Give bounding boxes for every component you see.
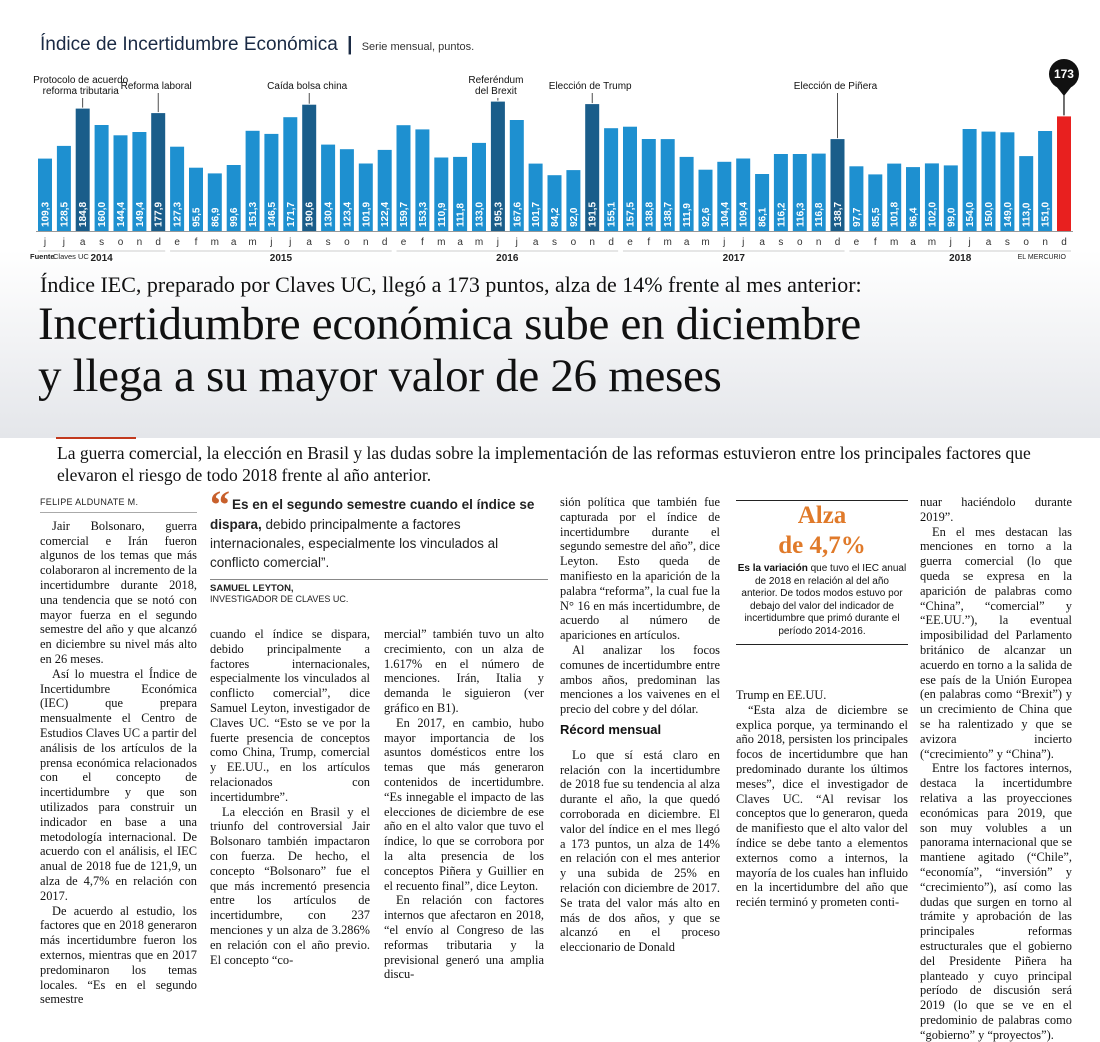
month-tick-label: n [815, 237, 822, 248]
headline-line-2: y llega a su mayor valor de 26 meses [38, 350, 722, 402]
month-tick-label: n [136, 237, 143, 248]
month-tick-label: s [99, 237, 105, 248]
month-tick-label: e [400, 237, 407, 248]
month-tick-label: d [1061, 237, 1067, 248]
month-tick-label: m [701, 237, 710, 248]
bar-value-label: 109,3 [40, 201, 52, 227]
year-label: 2017 [722, 253, 745, 264]
month-tick-label: d [155, 237, 161, 248]
bar-value-label: 138,8 [644, 201, 656, 227]
year-label: 2014 [90, 253, 113, 264]
bar-value-label: 101,9 [361, 201, 373, 227]
month-tick-label: m [210, 237, 219, 248]
month-tick-label: s [325, 237, 331, 248]
month-tick-label: a [306, 237, 312, 248]
column-6 [920, 495, 1072, 1042]
bar-value-label: 123,4 [342, 201, 354, 227]
annotation-label: Reforma laboral [120, 81, 192, 92]
bar-value-label: 101,7 [531, 201, 543, 227]
year-label: 2018 [949, 253, 972, 264]
bar-value-label: 101,8 [889, 201, 901, 227]
month-tick-label: m [663, 237, 672, 248]
paragraph: sión política que también fue capturada por el índice de incertidumbre durante el segundo semestre del año”, dice Leyton. Esto queda de manifiesto en la aparición de la palabra “reforma”, la cual fue la N° 16 en más incertidumbre, de acuerdo al número de apariciones en artículos. [560, 495, 720, 643]
month-tick-label: m [437, 237, 446, 248]
pull-quote-author-name: SAMUEL LEYTON, [210, 583, 294, 594]
bar-value-label: 157,5 [625, 201, 637, 227]
column-3 [384, 627, 544, 982]
bar-value-label: 149,0 [1002, 201, 1014, 227]
accent-rule [56, 437, 136, 439]
month-tick-label: j [496, 237, 500, 248]
month-tick-label: a [79, 237, 86, 248]
month-tick-label: n [1042, 237, 1048, 248]
bar-value-label: 144,4 [116, 201, 127, 227]
month-tick-label: d [834, 237, 841, 248]
month-tick-label: j [43, 237, 47, 248]
chart-subtitle: Serie mensual, puntos. [361, 41, 475, 53]
bar-value-label: 190,6 [304, 201, 316, 227]
bar-value-label: 92,6 [701, 207, 712, 227]
stat-box [736, 500, 908, 645]
paragraph: Así lo muestra el Índice de Incertidumbre Económica (IEC) que prepara mensualmente el Centro de Estudios Claves UC a partir del análisis de los artículos de la prensa económica relacionados con el concepto de incertidumbre y que son utilizados para construir un indicador en base a una metodología internacional. De acuerdo con el análisis, el IEC anual de 2018 fue de 121,9, un alza de 4,7% en relación con 2017. [40, 666, 197, 903]
bar-value-label: 116,3 [795, 202, 807, 227]
bar-value-label: 122,4 [380, 201, 392, 227]
month-tick-label: o [344, 237, 350, 248]
month-tick-label: s [552, 237, 557, 248]
month-tick-label: a [532, 237, 539, 248]
bar-value-label: 149,4 [134, 201, 146, 227]
month-tick-label: d [608, 237, 614, 248]
bar-value-label: 177,9 [153, 201, 165, 227]
month-tick-label: m [474, 237, 484, 248]
month-tick-label: j [723, 237, 726, 248]
bar-value-label: 109,4 [738, 201, 750, 227]
bar-value-label: 155,1 [606, 201, 618, 227]
annotation-label: del Brexit [475, 86, 517, 97]
stat-text-rest: que tuvo el IEC anual de 2018 en relación al del año anterior. De todos modos estuvo por debajo del valor del indicador de incertidumbre que primó durante el período 2014-2016. [741, 563, 907, 637]
bar-value-label: 86,9 [210, 207, 222, 227]
month-tick-label: e [174, 237, 180, 248]
bar-value-label: 95,5 [191, 207, 203, 227]
month-tick-label: a [683, 237, 690, 248]
bar-value-label: 151,3 [248, 201, 260, 227]
month-tick-label: f [194, 237, 198, 248]
month-tick-label: j [742, 237, 745, 248]
deck: La guerra comercial, la elección en Brasil y las dudas sobre la implementación de las reformas estuvieron entre los principales factores que elevaron el riesgo de todo 2018 frente al año anterior. [57, 443, 1031, 485]
bar-value-label: 86,1 [757, 207, 769, 227]
column-1 [40, 495, 197, 1007]
pull-quote-text: debido principalmente a factores internacionales, especialmente los vinculados al conflicto comercial”. [210, 517, 499, 570]
bar-value-label: 130,4 [323, 201, 335, 227]
pull-quote-bold: Es en el segundo semestre cuando el índice se dispara, [210, 497, 535, 532]
bar-value-label: 150,0 [984, 201, 995, 227]
bar-value-label: 96,4 [908, 207, 920, 227]
headline [38, 298, 861, 402]
pull-quote [210, 482, 548, 572]
bar-value-label: 167,6 [512, 201, 524, 227]
month-tick-label: j [270, 237, 273, 248]
bar-value-label: 133,0 [474, 201, 486, 227]
month-tick-label: j [515, 237, 518, 248]
annotation-label: Protocolo de acuerdo [33, 75, 129, 86]
bar-value-label: 113,0 [1021, 202, 1033, 227]
month-tick-label: o [570, 237, 577, 248]
pin-pointer [1056, 86, 1072, 96]
month-tick-label: j [968, 237, 971, 248]
bar-value-label: 99,6 [229, 207, 241, 227]
chart-title-separator: | [347, 34, 353, 55]
month-tick-label: a [910, 237, 916, 248]
byline: FELIPE ALDUNATE M. [40, 495, 197, 513]
chart-bar [1057, 116, 1071, 231]
paragraph: Jair Bolsonaro, guerra comercial e Irán fueron algunos de los temas que más colaboraron al incremento de la incertidumbre durante 2018, una tendencia que se notó con mayor fuerza en el segundo semestre del año y que alcanzó en diciembre su nivel más alto en 26 meses. [40, 518, 197, 666]
bar-value-label: 84,2 [550, 207, 561, 227]
month-tick-label: j [62, 237, 66, 248]
bar-value-label: 160,0 [97, 201, 109, 227]
bar-value-label: 153,3 [417, 201, 429, 227]
stat-text [736, 563, 908, 638]
bar-value-label: 97,7 [851, 207, 863, 227]
quote-mark-icon: “ [210, 482, 230, 527]
bar-value-label: 151,0 [1040, 201, 1052, 227]
month-tick-label: e [853, 237, 860, 248]
year-label: 2016 [496, 253, 519, 264]
column-5 [736, 688, 908, 910]
paragraph: En 2017, en cambio, hubo mayor importancia de los asuntos domésticos entre los temas que más generaron contenidos de incertidumbre. “Es innegable el impacto de las elecciones de diciembre de ese año en el alto valor que tuvo el índice, lo que se corrobora por la alta presencia de los conceptos Piñera y Guillier en el recuento final”, dice Leyton. [384, 715, 544, 893]
stat-line-2: de 4,7% [778, 532, 866, 559]
paragraph: “Esta alza de diciembre se explica porque, ya terminando el año 2018, persisten los principales focos de incertidumbre que han predominado durante los últimos meses”, dice el investigador de Claves UC. “Al revisar los conceptos que lo generaron, queda de manifiesto que el alto valor del índice se debe tanto a elementos externos como a internos, la mayoría de los cuales han influido en la incertidumbre del año que recién terminó y prometen conti- [736, 702, 908, 910]
month-tick-label: m [927, 237, 937, 248]
year-label: 2015 [269, 253, 293, 264]
stat-line-1: Alza [797, 502, 847, 529]
bar-value-label: 110,9 [436, 202, 448, 227]
chart-source: Claves UC [53, 252, 89, 261]
pull-quote-author-role: INVESTIGADOR DE CLAVES UC. [210, 594, 349, 604]
chart-title-text: Índice de Incertidumbre Económica [40, 34, 338, 55]
month-tick-label: e [627, 237, 633, 248]
annotation-label: Elección de Trump [548, 81, 632, 92]
paragraph: En relación con factores internos que afectaron en 2018, “el envío al Congreso de las reformas tributaria y la previsional generó una amplia discu- [384, 893, 544, 982]
month-tick-label: a [985, 237, 992, 248]
month-tick-label: o [797, 237, 803, 248]
month-tick-label: j [289, 237, 292, 248]
month-tick-label: s [778, 237, 784, 248]
bar-value-label: 138,7 [663, 201, 675, 227]
month-tick-label: f [421, 237, 424, 248]
iec-bar-chart [0, 56, 1100, 266]
month-tick-label: o [1023, 237, 1029, 248]
month-tick-label: f [647, 237, 651, 248]
bar-value-label: 146,5 [266, 201, 278, 227]
month-tick-label: a [759, 237, 765, 248]
bar-value-label: 191,5 [587, 201, 599, 227]
month-tick-label: o [117, 237, 124, 248]
annotation-label: reforma tributaria [42, 86, 119, 97]
month-tick-label: m [890, 237, 899, 248]
paragraph: mercial” también tuvo un alto crecimiento, con un alza de 1.617% en el número de menciones. Irán, Italia y demanda le siguieron (ver gráfico en B1). [384, 627, 544, 715]
month-tick-label: a [230, 237, 237, 248]
paragraph: Entre los factores internos, destaca la incertidumbre relativa a las proyecciones económicas para 2019, que son muy volubles a un panorama internacional que se mantiene agitado (“Chile”, “economía”, “inversión” y “crecimiento”), así como las dudas que surgen en torno al trámite y aprobación de las principales reformas estructurales que el gobierno del Presidente Piñera ha planteado y cuyo principal período de discusión será 2019 (lo que se ve en el predominio de palabras como “gobierno” y “proyectos”). [920, 761, 1072, 1042]
annotation-label: Referéndum [468, 75, 524, 86]
paragraph: Lo que sí está claro en relación con la incertidumbre de 2018 fue su tendencia al alza durante el año, la que quedó corroborada en diciembre. El valor del índice en el mes llegó a 173 puntos, un alza de 14% en relación con el mes anterior y una subida de 25% en relación con diciembre de 2017. Se trata del valor más alto en más de dos años, y que se alcanzó en el proceso eleccionario de Donald [560, 747, 720, 955]
month-tick-label: f [873, 237, 877, 248]
month-tick-label: j [949, 237, 952, 248]
chart-title [40, 34, 474, 56]
paragraph: De acuerdo al estudio, los factores que en 2018 generaron más incertidumbre fueron los externos, mientras que en 2017 predominaron los temas locales. “Es en el segundo semestre [40, 903, 197, 1007]
bar-value-label: 99,0 [946, 207, 958, 227]
month-tick-label: n [363, 237, 369, 248]
month-tick-label: n [589, 237, 595, 248]
month-tick-label: m [248, 237, 257, 248]
bar-value-label: 116,2 [776, 202, 788, 227]
stat-text-bold: Es la variación [737, 563, 808, 574]
paragraph: nuar haciéndolo durante 2019”. [920, 495, 1072, 524]
bar-value-label: 116,8 [814, 202, 826, 227]
paragraph: En el mes destacan las menciones en torno a la guerra comercial (lo que queda se expresa en la aparición de palabras como “China”, “comercial” y “EE.UU.”), la eventual imposibilidad del Parlamento británico de alcanzar un acuerdo en torno a la salida de ese país de la Unión Europea (en palabras como “Brexit”) y un crecimiento de China que se ha ralentizado y que se avizora incierto (“crecimiento” y “China”). [920, 524, 1072, 761]
annotation-label: Caída bolsa china [267, 81, 348, 92]
subhead: Récord mensual [560, 721, 662, 737]
headline-line-1: Incertidumbre económica sube en diciembre [38, 298, 861, 350]
bar-value-label: 171,7 [285, 201, 297, 227]
month-tick-label: d [381, 237, 388, 248]
bar-value-label: 184,8 [78, 201, 90, 227]
bar-value-label: 195,3 [493, 201, 505, 227]
bar-value-label: 111,8 [455, 203, 467, 227]
month-tick-label: s [1004, 237, 1010, 248]
column-2 [210, 627, 370, 967]
bar-value-label: 102,0 [927, 201, 939, 227]
bar-value-label: 104,4 [719, 201, 731, 227]
bar-value-label: 85,5 [870, 207, 882, 227]
bar-value-label: 138,7 [833, 201, 844, 227]
bar-value-label: 159,7 [399, 201, 410, 227]
bar-value-label: 92,0 [568, 207, 580, 227]
bar-value-label: 154,0 [965, 201, 977, 227]
paragraph: Trump en EE.UU. [736, 688, 827, 702]
bar-value-label: 127,3 [172, 201, 184, 227]
paragraph: Al analizar los focos comunes de incertidumbre entre ambos años, predominan las menciones a los vaivenes en el precio del cobre y del dólar. [560, 642, 720, 717]
bar-value-label: 111,9 [682, 203, 694, 227]
kicker: Índice IEC, preparado por Claves UC, llegó a 173 puntos, alza de 14% frente al mes anterior: [40, 272, 862, 297]
chart-source-label: Fuente [30, 252, 55, 261]
month-tick-label: a [457, 237, 463, 248]
pull-quote-author [210, 579, 548, 604]
paragraph: cuando el índice se dispara, debido principalmente a factores internacionales, especialmente los vinculados al conflicto comercial”, dice Samuel Leyton, investigador de Claves UC. “Esto se ve por la fuerte presencia de conceptos como China, Trump, comercial y EE.UU., en los artículos relacionados con incertidumbre”. [210, 627, 370, 804]
pin-value-label: 173 [1053, 67, 1074, 81]
annotation-label: Elección de Piñera [793, 81, 878, 92]
paragraph: La elección en Brasil y el triunfo del controversial Jair Bolsonaro también impactaron con fuerza. De hecho, el concepto “Bolsonaro” fue el que más incrementó presencia entre los artículos de incertidumbre, con 237 menciones y un alza de 3.286% en relación con el año previo. El concepto “co- [210, 804, 370, 967]
chart-credit: EL MERCURIO [1017, 254, 1066, 261]
bar-value-label: 128,5 [59, 201, 71, 227]
column-4 [560, 495, 720, 955]
